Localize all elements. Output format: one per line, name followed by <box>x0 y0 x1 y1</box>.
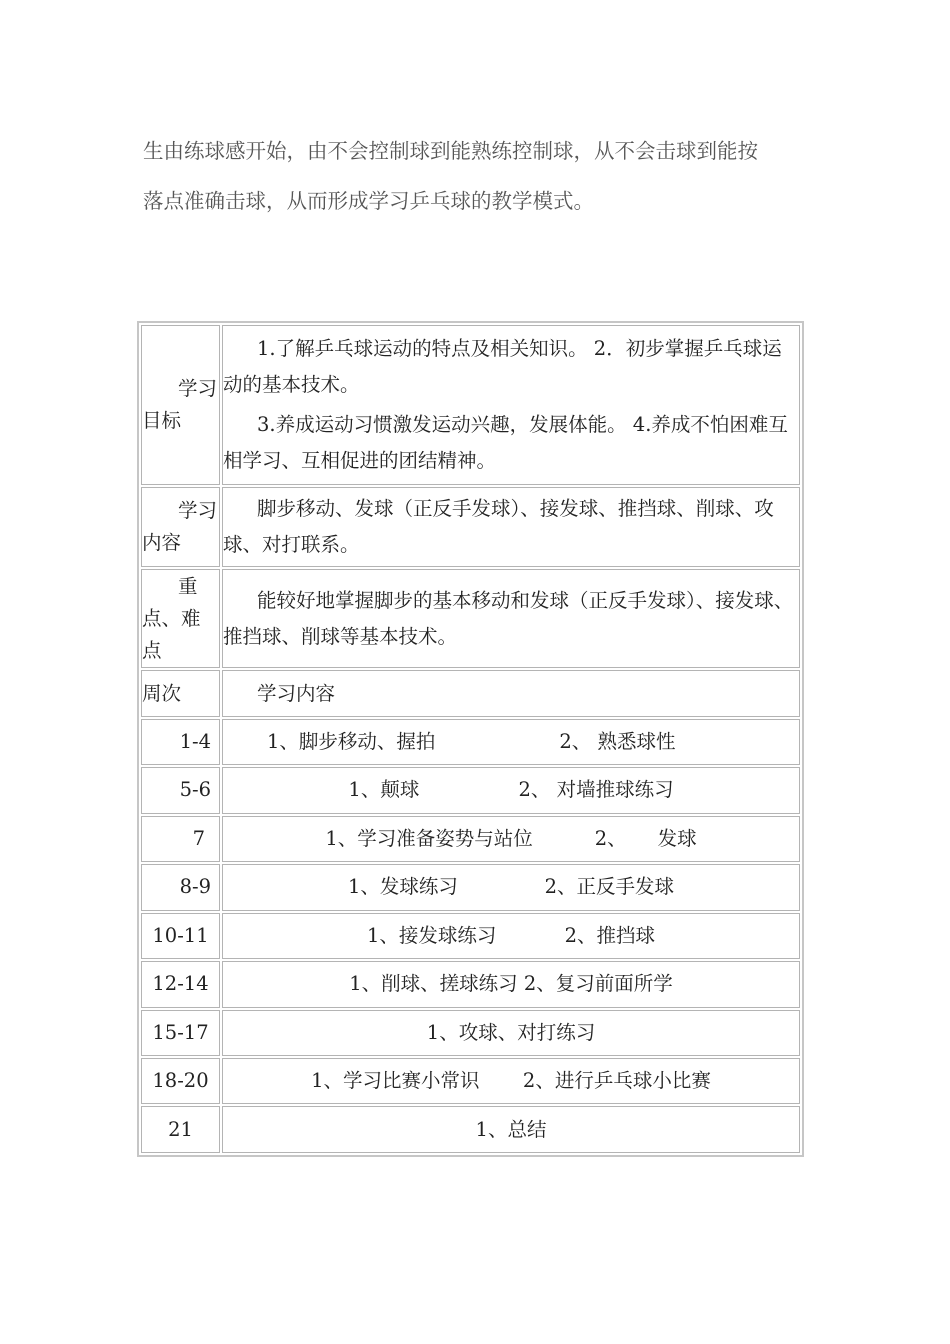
intro-paragraph <box>143 126 823 226</box>
teaching-plan-table <box>137 321 804 1157</box>
week-cell: 8-9 <box>141 864 220 910</box>
goals-paragraph-2: 3.养成运动习惯激发运动兴趣，发展体能。 4.养成不怕困难互相学习、互相促进的团结精神。 <box>223 412 788 472</box>
week-cell: 21 <box>141 1106 220 1153</box>
content-header <box>222 670 800 716</box>
goals-label: 学习目标 <box>141 325 220 485</box>
content-header-text: 学习内容 <box>257 681 336 705</box>
week-cell: 15-17 <box>141 1010 220 1056</box>
week-cell: 18-20 <box>141 1058 220 1104</box>
table-row <box>141 767 800 813</box>
content-label: 学习内容 <box>141 487 220 568</box>
table-row <box>141 816 800 862</box>
week-cell: 10-11 <box>141 913 220 959</box>
table-row <box>141 1106 800 1153</box>
goals-paragraph-1: 1.了解乒乓球运动的特点及相关知识。 2．初步掌握乒乓球运动的基本技术。 <box>223 336 782 396</box>
intro-line-1: 生由练球感开始，由不会控制球到能熟练控制球，从不会击球到能按 <box>143 139 758 163</box>
content-cell: 1、学习比赛小常识 2、进行乒乓球小比赛 <box>222 1058 800 1104</box>
content-cell: 1、颠球 2、 对墙推球练习 <box>222 767 800 813</box>
goals-row <box>141 325 800 485</box>
content-cell: 1、发球练习 2、正反手发球 <box>222 864 800 910</box>
table-row <box>141 961 800 1007</box>
table-row <box>141 1010 800 1056</box>
week-cell: 1-4 <box>141 719 220 765</box>
key-points-row <box>141 569 800 668</box>
key-points-label: 重点、难点 <box>141 569 220 668</box>
table-row <box>141 864 800 910</box>
week-cell: 12-14 <box>141 961 220 1007</box>
content-paragraph: 脚步移动、发球（正反手发球）、接发球、推挡球、削球、攻球、对打联系。 <box>223 496 774 556</box>
week-cell: 7 <box>141 816 220 862</box>
table-row <box>141 1058 800 1104</box>
content-cell: 1、削球、搓球练习 2、复习前面所学 <box>222 961 800 1007</box>
content-cell: 1、攻球、对打练习 <box>222 1010 800 1056</box>
content-row <box>141 487 800 568</box>
intro-line-2: 落点准确击球，从而形成学习乒乓球的教学模式。 <box>143 189 594 213</box>
content-cell: 1、总结 <box>222 1106 800 1153</box>
content-cell: 1、学习准备姿势与站位 2、 发球 <box>222 816 800 862</box>
content-cell: 1、接发球练习 2、推挡球 <box>222 913 800 959</box>
table-row <box>141 913 800 959</box>
table-row <box>141 719 800 765</box>
key-points-text <box>222 569 800 668</box>
key-points-paragraph: 能较好地掌握脚步的基本移动和发球（正反手发球）、接发球、推挡球、削球等基本技术。 <box>223 588 794 648</box>
schedule-header-row <box>141 670 800 716</box>
goals-text <box>222 325 800 485</box>
content-cell: 1、脚步移动、握拍 2、 熟悉球性 <box>222 719 800 765</box>
week-header: 周次 <box>141 670 220 716</box>
content-text <box>222 487 800 568</box>
week-cell: 5-6 <box>141 767 220 813</box>
